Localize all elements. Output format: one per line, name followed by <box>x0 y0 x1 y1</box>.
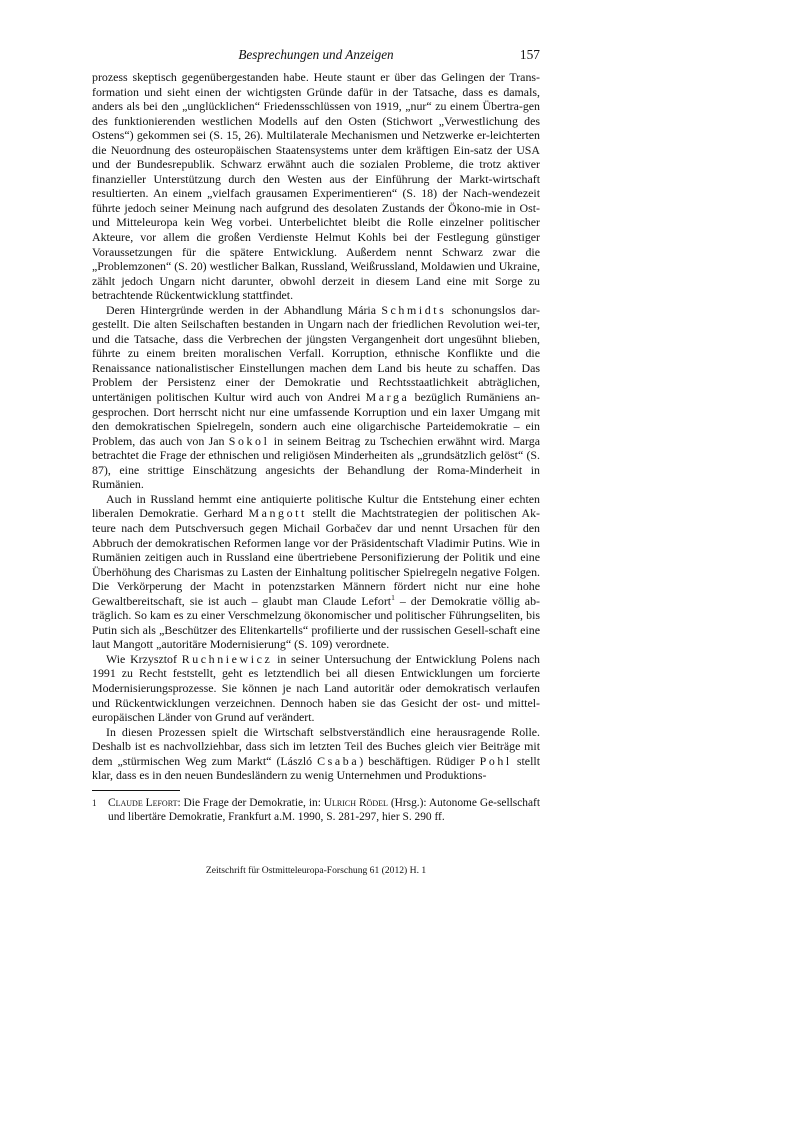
text-run: stellt klar, dass es in den neuen Bundesländern zu wenig Unternehmen und Produktions- <box>92 753 540 783</box>
text-run: stellt die Machtstrategien der politischen Ak-teure nach dem Putschversuch gegen Michail Gorbačev dar und nennt Ursachen für den Abbruch der demokratischen Reformen lange vor der Präsidentschaft Vladimir Putins. Wie in Rumänien zeitigen auch in Russland eine übertriebene Personifizierung der Politik und eine Überhöhung des Charismas zu Lasten der Einhaltung politischer Spielregeln negative Folgen. Die Verkörperung der Macht in potenzstarken Männern fördert nicht nur eine hohe Gewaltbereitschaft, sie ist auch – glaubt man Claude Lefort <box>92 506 540 608</box>
text-run: schonungslos dar-gestellt. Die alten Seilschaften bestanden in Ungarn nach der friedlichen Revolution wei-ter, und die Tatsache, dass die Verbrechen der jüngsten Vergangenheit dort ungesühnt blieben, führte zu einem breiten moralischen Verfall. Korruption, ethnische Konflikte und die Renaissance nationalistischer Einstellungen machen dem Land bis heute zu schaffen. Das Problem der Persistenz einer der Demokratie und Rechtsstaatlichkeit abträglichen, untertänigen politischen Kultur wird auch von Andrei <box>92 302 541 405</box>
text-run: Deren Hintergründe werden in der Abhandlung Mária <box>106 302 382 317</box>
author-name: Mangott <box>248 506 307 521</box>
text-run: bezüglich Rumäniens an-gesprochen. Dort herrscht nicht nur eine umfassende Korruption und ein laxer Umgang mit den demokratischen Spielregeln, sondern auch eine oligarchische Parteidemokratie – ein Problem, das auch von Jan <box>92 390 540 448</box>
text-run: : Die Frage der Demokratie, in: <box>177 796 324 809</box>
running-head <box>92 44 540 66</box>
cited-author: Ulrich Rödel <box>323 796 388 809</box>
page-number: 157 <box>519 47 540 62</box>
running-head-title: Besprechungen und Anzeigen <box>238 47 394 62</box>
paragraph <box>92 70 540 303</box>
text-run: in seiner Untersuchung der Entwicklung Polens nach 1991 zu Recht feststellt, geht es letztendlich bei all diesen Entwicklungen um forcierte Modernisierungsprozesse. Sie können je nach Land autoritär oder demokratisch verlaufen und Rückentwicklungen verzeichnen. Dennoch haben sie das Gesicht der ost- und mittel-europäischen Länder von Grund auf verändert. <box>92 651 540 725</box>
footnote-text <box>108 796 540 824</box>
paragraph <box>92 303 540 492</box>
author-name: Sokol <box>228 433 270 448</box>
page <box>92 44 540 824</box>
footnote-ref: 1 <box>391 592 395 602</box>
author-name: Pohl <box>479 753 512 768</box>
footnote <box>92 796 540 824</box>
text-run: (Hrsg.): Autonome Ge-sellschaft und libertäre Demokratie, Frankfurt a.M. 1990, S. 281-297, hier S. 290 ff. <box>108 796 540 823</box>
footnote-rule <box>92 790 180 791</box>
paragraph <box>92 652 540 725</box>
text-run: in seinem Beitrag zu Tschechien erwähnt wird. Marga betrachtet die Frage der ethnischen und religiösen Minderheiten als „grundsätzlich gelöst“ (S. 87), eine strittige Einschätzung angesichts der Behandlung der Roma-Minderheit in Rumänien. <box>92 433 540 492</box>
author-name: Csaba <box>317 753 360 768</box>
cited-author: Claude Lefort <box>108 796 178 809</box>
author-name: Ruchniewicz <box>181 651 273 666</box>
author-name: Marga <box>365 390 410 405</box>
footnote-number: 1 <box>92 797 97 808</box>
paragraph <box>92 492 540 652</box>
paragraph <box>92 725 540 783</box>
text-run: prozess skeptisch gegenübergestanden habe. Heute staunt er über das Gelingen der Trans-formation und sieht einen der wichtigsten Gründe dafür in der Tatsache, dass es damals, anders als bei den „unglücklichen“ Friedensschlüssen von 1919, „nur“ zu einem Übertra-gen des funktionierenden westlichen Modells auf den Osten (Stichwort „Verwestlichung des Ostens“) gekommen sei (S. 15, 26). Multilaterale Mechanismen und Netzwerke er-leichterten die Neuordnung des osteuropäischen Staatensystems unter dem kräftigen Ein-satz der USA und der Bundesrepublik. Schwarz erwähnt auch die sozialen Probleme, die trotz aktiver finanzieller Unterstützung durch den Westen aus der Einführung der Markt-wirtschaft resultierten. An einem „vielfach grausamen Experimentieren“ (S. 18) der Nach-wendezeit führte jedoch seiner Meinung nach aufgrund des desolaten Zustands der Ökono-mie in Ost- und Mitteleuropa kein Weg vorbei. Unterbelichtet bleibt die Rolle einzelner politischer Akteure, vor allem die großen Verdienste Helmut Kohls bei der Festlegung günstiger Voraussetzungen für die spätere Entwicklung. Außerdem nennt Schwarz zwar die „Problemzonen“ (S. 20) westlicher Balkan, Russland, Weißrussland, Moldawien und Ukraine, zählt jedoch Ungarn nicht darunter, obwohl derzeit in diesem Land eine mit Sorge zu betrachtende Rückentwicklung stattfindet. <box>92 70 540 303</box>
text-run: ) beschäftigen. Rüdiger <box>359 753 480 768</box>
author-name: Schmidts <box>381 302 447 317</box>
text-run: – der Demokratie völlig ab-träglich. So kam es zu einer Verschmelzung ökonomischer und politischer Führungseliten, bis Putin sich als „Beschützer des Elitenkartells“ profilierte und der russischen Gesell-schaft eine laut Mangott „autoritäre Modernisierung“ (S. 109) verordnete. <box>92 593 540 652</box>
text-run: Auch in Russland hemmt eine antiquierte politische Kultur die Entstehung einer echten liberalen Demokratie. Gerhard <box>92 491 540 521</box>
text-run: Wie Krzysztof <box>106 651 182 666</box>
body-text <box>92 70 540 783</box>
journal-footer: Zeitschrift für Ostmitteleuropa-Forschung 61 (2012) H. 1 <box>205 865 427 876</box>
text-run: In diesen Prozessen spielt die Wirtschaft selbstverständlich eine herausragende Rolle. Deshalb ist es nachvollziehbar, dass sich im letzten Teil des Buches gleich vier Beiträge mit dem „stürmischen Weg zum Markt“ (László <box>92 724 540 768</box>
